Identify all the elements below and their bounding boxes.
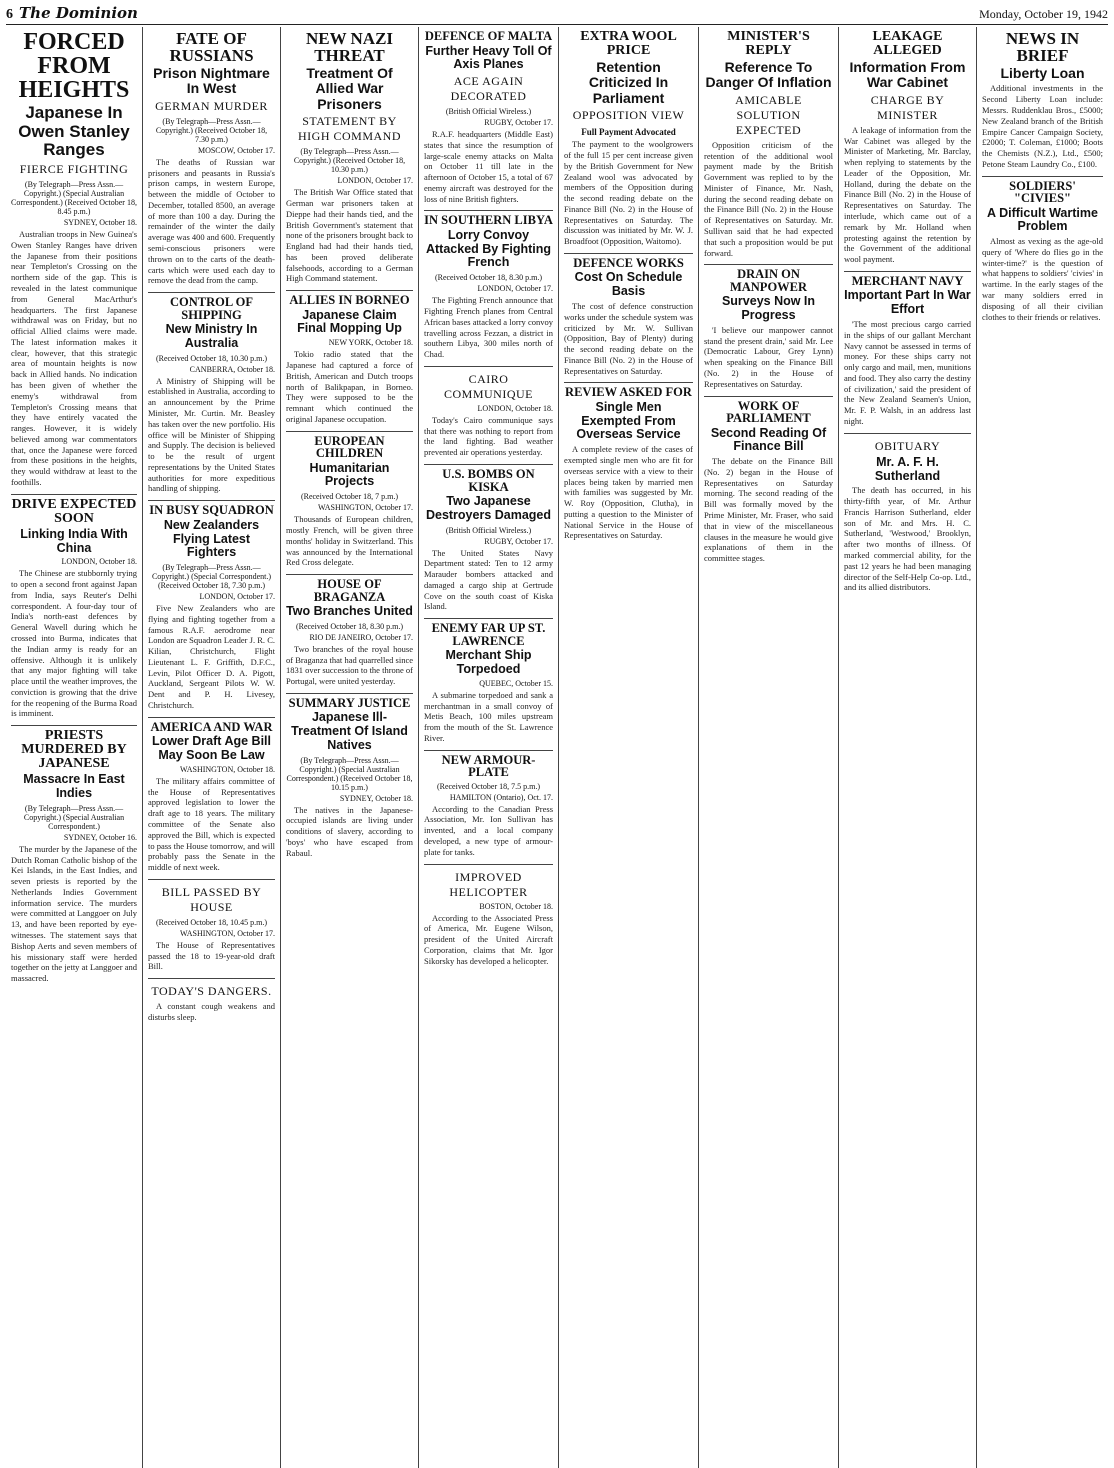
deck: Mr. A. F. H. Sutherland xyxy=(874,454,941,483)
article xyxy=(148,501,275,718)
deck: Further Heavy Toll Of Axis Planes xyxy=(425,43,552,72)
article-body: The United States Navy Department stated: Ten to 12 army Marauder bombers attacked and damaged a cargo ship at Gertrude Cove on the south coast of Kiska Island. xyxy=(424,547,553,612)
headline: HOUSE OF BRAGANZA xyxy=(313,577,386,604)
headline: FORCED FROM HEIGHTS xyxy=(18,29,130,103)
deck: Retention Criticized In Parliament xyxy=(588,59,669,106)
headline: EXTRA WOOL PRICE xyxy=(580,29,677,58)
dateline: LONDON, October 18. xyxy=(61,557,137,567)
deck: Reference To Danger Of Inflation xyxy=(705,59,832,91)
deck: Liberty Loan xyxy=(1000,65,1085,81)
article-body: Thousands of European children, mostly French, will be given three months' holiday in Switzerland. This was announced by the International Red Cross delegate. xyxy=(286,514,413,568)
article-body: The military affairs committee of the House of Representatives approved legislation to lower the draft age to 18 years. The military committee of the Senate also approved the Bill, which is expected to pass the House tomorrow, and will probably pass the Senate in the middle of next week. xyxy=(148,775,275,873)
article-body: A Ministry of Shipping will be established in Australia, according to an announcement by the Prime Minister, Mr. Curtin. Mr. Beasley has taken over the new portfolio. His office will be Minister of Shipping and Supply. The decision is believed to be the result of urgent representations by the United States authorities for more expeditious handling of shipping. xyxy=(148,375,275,494)
subdeck: AMICABLE SOLUTION EXPECTED xyxy=(735,92,802,137)
headline: CONTROL OF SHIPPING xyxy=(170,295,253,322)
headline: MERCHANT NAVY xyxy=(851,273,964,288)
dateline: NEW YORK, October 18. xyxy=(328,338,413,348)
deck: Second Reading Of Finance Bill xyxy=(710,425,827,454)
article xyxy=(286,575,413,694)
article-body: The natives in the Japanese-occupied islands are living under conditions of slavery, according to 'boys' who have escaped from Rabaul. xyxy=(286,804,413,858)
deck: Japanese Ill-Treatment Of Island Natives xyxy=(291,710,408,752)
article xyxy=(286,432,413,575)
credit-line: (By Telegraph—Press Assn.—Copyright.) (Special Correspondent.) (Received October 18, 7.30 p.m.) xyxy=(151,563,272,590)
article xyxy=(564,254,693,383)
dateline: HAMILTON (Ontario), Oct. 17. xyxy=(449,792,553,802)
headline: LEAKAGE ALLEGED xyxy=(872,29,943,58)
headline: DRIVE EXPECTED SOON xyxy=(11,496,137,526)
article xyxy=(148,27,275,293)
article-body: The Chinese are stubbornly trying to open a second front against Japan from India, says Reuter's Delhi correspondent. A four-day tour of India's north-east defences by General Wavell during which he crossed into Burma, indicates that the Indian army is ready for an offensive. Although it is unlikely that any major fighting will take place until the weather improves, the conviction is growing that the drive for the reopening of the Burma Road is imminent. xyxy=(11,568,137,719)
article xyxy=(564,27,693,254)
article xyxy=(844,27,971,272)
article-body: According to the Canadian Press Association, Mr. Ion Sullivan has invented, and a local company developed, a new type of armour-plate for tanks. xyxy=(424,803,553,857)
article xyxy=(286,694,413,865)
headline: PRIESTS MURDERED BY JAPANESE xyxy=(21,728,127,772)
article-body: A constant cough weakens and disturbs sleep. xyxy=(148,1001,275,1022)
article xyxy=(424,27,553,211)
article-body: 'The most precious cargo carried in the ships of our gallant Merchant Navy cannot be assessed in terms of money. For these ships carry not only cargo and mail, men, munitions and food. They also carry the destiny of civilization,' said the president of the New Zealand Seamen's Union, Mr. F. P. Walsh, in an address last night. xyxy=(844,318,971,426)
article-body: A leakage of information from the War Cabinet was alleged by the Minister of Marketing, Mr. Barclay, when replying to statements by the Leader of the Opposition, Mr. Holland, during the debate on the Finance Bill (No. 2) in the House of Representatives on Saturday. The interlude, which came out of a remark by Mr. Holland when protesting against the retention by the Government of the additional wool payment. xyxy=(844,124,971,265)
subdeck: ACE AGAIN DECORATED xyxy=(450,74,527,103)
article xyxy=(424,751,553,865)
credit-line: (By Telegraph—Press Assn.—Copyright.) (Received October 18, 7.30 p.m.) xyxy=(155,116,268,144)
article-body: The cost of defence construction works under the schedule system was criticized by Mr. W. Sullivan (Opposition, Bay of Plenty) during the second reading debate on the Finance Bill (No. 2) in the House of Representatives on Saturday. xyxy=(564,300,693,376)
article-body: According to the Associated Press of America, Mr. Eugene Wilson, president of the United Aircraft Corporation, claims that Mr. Igor Sikorsky has developed a helicopter. xyxy=(424,912,553,966)
column-5 xyxy=(558,27,698,1468)
article xyxy=(148,293,275,501)
headline: DEFENCE OF MALTA xyxy=(424,29,553,43)
article-body: Additional investments in the Second Liberty Loan include: Messrs. Ruddenklau Bros., £5000; New Zealand branch of the British Empire Cancer Campaign Society, £2000; T. Coleman, £1000; Boots the Chemists (N.Z.), Ltd., £500; Petone Steam Laundry Co., £100. xyxy=(982,83,1103,169)
article-body: A submarine torpedoed and sank a merchantman in a small convoy of Metis Beach, 100 miles upstream from the mouth of the St. Lawrence River. xyxy=(424,689,553,743)
article-body: R.A.F. headquarters (Middle East) states that since the resumption of large-scale enemy attacks on Malta on October 11 till late in the afternoon of October 15, a total of 67 enemy aircraft was destroyed for the loss of nine British fighters. xyxy=(424,129,553,204)
deck: New Ministry In Australia xyxy=(165,322,258,350)
deck: Lower Draft Age Bill May Soon Be Law xyxy=(152,734,271,763)
article-body: The Fighting French announce that Fighting French planes from Central African bases attacked a lorry convoy travelling across Fezzan, a district in southern Libya, 300 miles north of Chad. xyxy=(424,295,553,360)
article-body: Five New Zealanders who are flying and fighting together from a famous R.A.F. aerodrome near London are Squadron Leader J. R. C. Kilian, Christchurch, Flight Lieutenant L. F. Griffith, D.F.C., Levin, Pilot Officer D. A. Pigott, Auckland, Sergeant Pilots W. W. Dent and P. H. Livesey, Christchurch. xyxy=(148,603,275,711)
dateline: CANBERRA, October 18. xyxy=(189,364,275,374)
deck: Treatment Of Allied War Prisoners xyxy=(306,65,393,112)
article xyxy=(844,272,971,434)
article xyxy=(704,397,833,570)
article-body: Opposition criticism of the retention of the additional wool payment made by the British Government was replied to by the Minister of Finance, Mr. Nash, during the second reading debate on the Finance Bill (No. 2) in the House of Representatives on Saturday. Mr. Sullivan said that he had expected that such a proposition would be put forward. xyxy=(704,139,833,258)
deck: Humanitarian Projects xyxy=(309,460,390,489)
deck: Two Branches United xyxy=(286,604,413,619)
column-4 xyxy=(418,27,558,1468)
deck: Japanese Claim Final Mopping Up xyxy=(297,307,402,336)
headline: OBITUARY xyxy=(874,438,941,453)
headline: NEWS IN BRIEF xyxy=(1005,29,1080,65)
dateline: RUGBY, October 17. xyxy=(484,118,553,127)
column-8 xyxy=(976,27,1108,1468)
column-6 xyxy=(698,27,838,1468)
dateline: LONDON, October 18. xyxy=(477,403,553,413)
article xyxy=(424,367,553,465)
article-body: The death has occurred, in his thirty-fifth year, of Mr. Arthur Francis Harrison Sutherland, elder son of Mr. and Mrs. H. C. Sutherland, 'Westwood,' Brooklyn, after two months of illness. Of marked commercial ability, for the past 12 years he had been managing director of the Self-Help Co-op. Ltd., and its allied distributors. xyxy=(844,485,971,593)
article-body: The House of Representatives passed the 18 to 19-year-old draft Bill. xyxy=(148,939,275,972)
deck: Merchant Ship Torpedoed xyxy=(445,648,532,676)
dateline: RUGBY, October 17. xyxy=(484,536,553,546)
headline: WORK OF PARLIAMENT xyxy=(726,398,811,426)
headline: EUROPEAN CHILDREN xyxy=(314,433,385,461)
dateline: WASHINGTON, October 18. xyxy=(180,764,275,774)
article-body: The murder by the Japanese of the Dutch Roman Catholic bishop of the Kei Islands, in the East Indies, and seven priests is reported by the Netherlands Indies Government information service. The murders were committed at Langgoer on July 13, and have been reported by eye-witnesses. The statement says that Bishop Aerts and seven members of his missionary staff were herded together on the jetty at Langgoer and massacred. xyxy=(11,843,137,984)
issue-date: Monday, October 19, 1942 xyxy=(979,7,1108,21)
subdeck: STATEMENT BY HIGH COMMAND xyxy=(297,114,401,144)
headline: IN SOUTHERN LIBYA xyxy=(424,213,553,228)
headline: IN BUSY SQUADRON xyxy=(149,503,274,518)
credit-line: (By Telegraph—Press Assn.—Copyright.) (Special Australian Correspondent.) (Received October 18, 10.15 p.m.) xyxy=(286,755,413,792)
article-body: Almost as vexing as the age-old query of 'Where do flies go in the winter-time?' is the question of what happens to soldiers' 'civies' in wartime. In the early stages of the war many soldiers erred in disposing of all their civilian clothes to their friends or relatives. xyxy=(982,236,1103,322)
article xyxy=(704,27,833,265)
columns-container xyxy=(6,27,1108,1468)
headline: NEW NAZI THREAT xyxy=(305,29,394,65)
deck: Linking India With China xyxy=(20,526,128,555)
headline: IMPROVED HELICOPTER xyxy=(449,869,528,899)
credit-line: (Received October 18, 7 p.m.) xyxy=(300,492,399,502)
dateline: WASHINGTON, October 17. xyxy=(180,928,275,938)
article xyxy=(11,726,137,990)
headline: MINISTER'S REPLY xyxy=(727,29,810,58)
article-body: The British War Office stated that German war prisoners taken at Dieppe had their hands tied, and the British Government's statement that none of the prisoners brought back to England had had their hands tied, has been proved deliberate falsehoods, according to a German High Command statement. xyxy=(286,187,413,284)
article xyxy=(982,27,1103,177)
article-body: A complete review of the cases of exempted single men who are fit for overseas service with a view to their places being taken by married men with families was suggested by Mr. W. Roy (Opposition, Clutha), in putting a question to the Minister of National Service in the House of Representatives on Saturday. xyxy=(564,444,693,541)
subdeck: OPPOSITION VIEW xyxy=(572,108,685,123)
column-3 xyxy=(280,27,418,1468)
dateline: QUEBEC, October 15. xyxy=(479,678,553,688)
dateline: MOSCOW, October 17. xyxy=(197,145,275,155)
deck: Information From War Cabinet xyxy=(849,59,966,91)
deck: Single Men Exempted From Overseas Service xyxy=(576,399,681,442)
credit-line: (By Telegraph—Press Assn.—Copyright.) (Special Australian Correspondent.) xyxy=(23,803,125,831)
subdeck: CHARGE BY MINISTER xyxy=(870,92,945,122)
deck: Lorry Convoy Attacked By Fighting French xyxy=(425,227,551,270)
column-2 xyxy=(142,27,280,1468)
deck: Surveys Now In Progress xyxy=(721,294,816,323)
deck: New Zealanders Flying Latest Fighters xyxy=(163,517,260,560)
article xyxy=(704,265,833,396)
article-body: The deaths of Russian war prisoners and peasants in Russia's prison camps, in western Europe, between the middle of October to December, totalled 8500, an average of more than 100 a day. During the remainder of the winter the daily average was 400 and 600. Frequently semi-conscious prisoners were thrown on to the carts of the death-carts which were used each day to remove the dead from the camp. xyxy=(148,156,275,286)
dateline: LONDON, October 17. xyxy=(337,176,413,186)
credit-line: (British Official Wireless.) xyxy=(445,107,532,116)
paper-name: The Dominion xyxy=(19,4,138,22)
headline: ALLIES IN BORNEO xyxy=(289,293,410,308)
deck: Massacre In East Indies xyxy=(23,772,125,800)
credit-line: (Received October 18, 8.30 p.m.) xyxy=(295,621,404,631)
article xyxy=(286,27,413,291)
credit-line: (By Telegraph—Press Assn.—Copyright.) (Received October 18, 10.30 p.m.) xyxy=(293,147,406,175)
article xyxy=(424,619,553,750)
credit-line: (British Official Wireless.) xyxy=(445,525,532,535)
article xyxy=(424,465,553,619)
subdeck: GERMAN MURDER xyxy=(155,98,268,113)
subdeck-2: Full Payment Advocated xyxy=(581,127,676,138)
article xyxy=(424,865,553,973)
credit-line: (Received October 18, 7.5 p.m.) xyxy=(436,781,541,791)
headline: FATE OF RUSSIANS xyxy=(169,29,254,65)
deck: Cost On Schedule Basis xyxy=(574,270,683,299)
credit-line: (Received October 18, 8.30 p.m.) xyxy=(434,273,543,283)
dateline: SYDNEY, October 18. xyxy=(339,793,413,803)
page-number: 6 xyxy=(6,7,13,22)
article xyxy=(148,880,275,979)
headline: AMERICA AND WAR xyxy=(150,719,273,734)
subdeck: FIERCE FIGHTING xyxy=(19,162,129,177)
headline: SUMMARY JUSTICE xyxy=(288,695,411,710)
credit-line: (Received October 18, 10.30 p.m.) xyxy=(155,353,268,363)
deck: Prison Nightmare In West xyxy=(153,65,270,97)
headline: TODAY'S DANGERS. xyxy=(151,984,272,999)
article-body: Today's Cairo communique says that there was nothing to report from the land fighting. Bad weather prevented air operations yesterday. xyxy=(424,414,553,458)
dateline: BOSTON, October 18. xyxy=(479,901,553,911)
article-body: Australian troops in New Guinea's Owen Stanley Ranges have driven the Japanese from their positions near Templeton's Crossing on the northern side of the gap. This is revealed in the latest communique from General MacArthur's headquarters. The first Japanese withdrawal was on Friday, but no official Allied claims were made. The latest information makes it clear, however, that this strategic area of mountain heights is now back in Allied hands. No indication has been given of whether the enemy's withdrawal from Templeton's Crossing means that they have entirely vacated the ranges. However, it is widely believed among war commentators that, once the Japanese were forced from these positions in the heights, they would withdraw at least to the foothills. xyxy=(11,229,137,488)
deck: A Difficult Wartime Problem xyxy=(987,205,1098,234)
credit-line: (By Telegraph—Press Assn.—Copyright.) (Special Australian Correspondent.) (Received October 18, 8.45 p.m.) xyxy=(11,180,137,217)
dateline: WASHINGTON, October 17. xyxy=(318,503,413,513)
headline: CAIRO COMMUNIQUE xyxy=(444,371,533,401)
article-body: Tokio radio stated that the Japanese had captured a force of British, American and Dutch troops north of Balikpapan, in Borneo. They were supposed to be the remnant which continued the original Japanese occupation. xyxy=(286,349,413,424)
article xyxy=(11,495,137,726)
deck: Japanese In Owen Stanley Ranges xyxy=(18,103,130,160)
headline: ENEMY FAR UP ST. LAWRENCE xyxy=(431,621,546,648)
deck: Two Japanese Destroyers Damaged xyxy=(425,494,552,522)
deck: Important Part In War Effort xyxy=(844,288,971,317)
dateline: SYDNEY, October 16. xyxy=(63,832,137,842)
article xyxy=(844,434,971,599)
masthead xyxy=(6,4,1108,25)
article xyxy=(982,177,1103,329)
article-body: 'I believe our manpower cannot stand the present drain,' said Mr. Lee (Democratic Labour, Grey Lynn) when speaking on the Finance Bill (No. 2) in the House of Representatives on Saturday. xyxy=(704,324,833,389)
article-body: The debate on the Finance Bill (No. 2) began in the House of Representatives on Saturday morning. The second reading of the Bill was formally moved by the Prime Minister, Mr. Fraser, who said that in view of the miscellaneous clauses in the measure he would give explanations of them in the committee stages. xyxy=(704,456,833,564)
article xyxy=(11,27,137,495)
article xyxy=(286,291,413,431)
column-1 xyxy=(6,27,142,1468)
dateline: LONDON, October 17. xyxy=(477,284,553,294)
headline: BILL PASSED BY HOUSE xyxy=(161,884,262,914)
column-7 xyxy=(838,27,976,1468)
headline: U.S. BOMBS ON KISKA xyxy=(442,467,535,494)
headline: DRAIN ON MANPOWER xyxy=(729,267,808,294)
headline: DEFENCE WORKS xyxy=(573,255,684,270)
article xyxy=(564,383,693,547)
article-body: The payment to the woolgrowers of the full 15 per cent increase given by the British Government for New Zealand wool was advocated by members of the Opposition during the second reading debate on the Finance Bill (No. 2) in the House of Representatives on Saturday. The discussion was initiated by Mr. W. J. Broadfoot (Opposition, Waitomo). xyxy=(564,139,693,247)
article xyxy=(148,979,275,1029)
article-body: Two branches of the royal house of Braganza that had quarrelled since 1831 over succession to the throne of Portugal, were united yesterday. xyxy=(286,643,413,687)
dateline: SYDNEY, October 18. xyxy=(63,218,137,228)
dateline: RIO DE JANEIRO, October 17. xyxy=(309,632,413,642)
headline: SOLDIERS' "CIVIES" xyxy=(1009,178,1076,206)
headline: NEW ARMOUR-PLATE xyxy=(441,752,536,780)
article xyxy=(148,718,275,880)
dateline: LONDON, October 17. xyxy=(199,592,275,601)
credit-line: (Received October 18, 10.45 p.m.) xyxy=(155,917,268,927)
headline: REVIEW ASKED FOR xyxy=(565,385,692,400)
article xyxy=(424,211,553,366)
